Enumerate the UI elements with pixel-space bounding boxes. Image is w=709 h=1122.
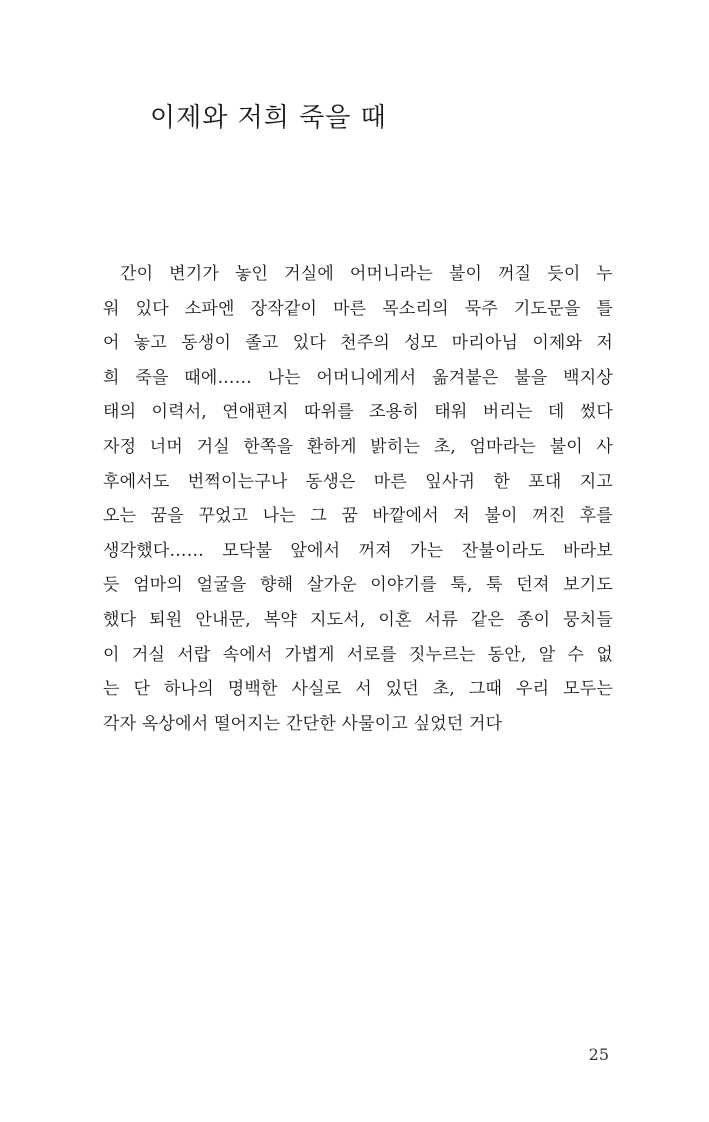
poem-line: 했다 퇴원 안내문, 복약 지도서, 이혼 서류 같은 종이 뭉치들: [103, 609, 613, 630]
page-number: 25: [588, 1045, 609, 1064]
poem-line: 태의 이력서, 연애편지 따위를 조용히 태워 버리는 데 썼다: [103, 402, 613, 423]
poem-line: 이 거실 서랍 속에서 가볍게 서로를 짓누르는 동안, 알 수 없: [103, 644, 613, 665]
poem-line: 듯 엄마의 얼굴을 향해 살가운 이야기를 툭, 툭 던져 보기도: [103, 575, 613, 596]
poem-title: 이제와 저희 죽을 때: [150, 103, 387, 133]
poem-line: 희 죽을 때에…… 나는 어머니에게서 옮겨붙은 불을 백지상: [103, 367, 613, 388]
poem-line: 자정 너머 거실 한쪽을 환하게 밝히는 초, 엄마라는 불이 사: [103, 436, 613, 457]
poem-body: [103, 257, 613, 741]
poem-line: 간이 변기가 놓인 거실에 어머니라는 불이 꺼질 듯이 누: [120, 264, 613, 284]
poem-line: 각자 옥상에서 떨어지는 간단한 사물이고 싶었던 거다: [103, 713, 503, 734]
poem-line: 워 있다 소파엔 장작같이 마른 목소리의 묵주 기도문을 틀: [103, 298, 613, 319]
poem-line: 생각했다…… 모닥불 앞에서 꺼져 가는 잔불이라도 바라보: [103, 540, 613, 561]
poem-line: 는 단 하나의 명백한 사실로 서 있던 초, 그때 우리 모두는: [103, 679, 613, 700]
poem-line: 후에서도 번쩍이는구나 동생은 마른 잎사귀 한 포대 지고: [103, 471, 613, 492]
poem-line: 오는 꿈을 꾸었고 나는 그 꿈 바깥에서 저 불이 꺼진 후를: [103, 506, 613, 527]
poem-line: 어 놓고 동생이 졸고 있다 천주의 성모 마리아님 이제와 저: [103, 333, 613, 354]
